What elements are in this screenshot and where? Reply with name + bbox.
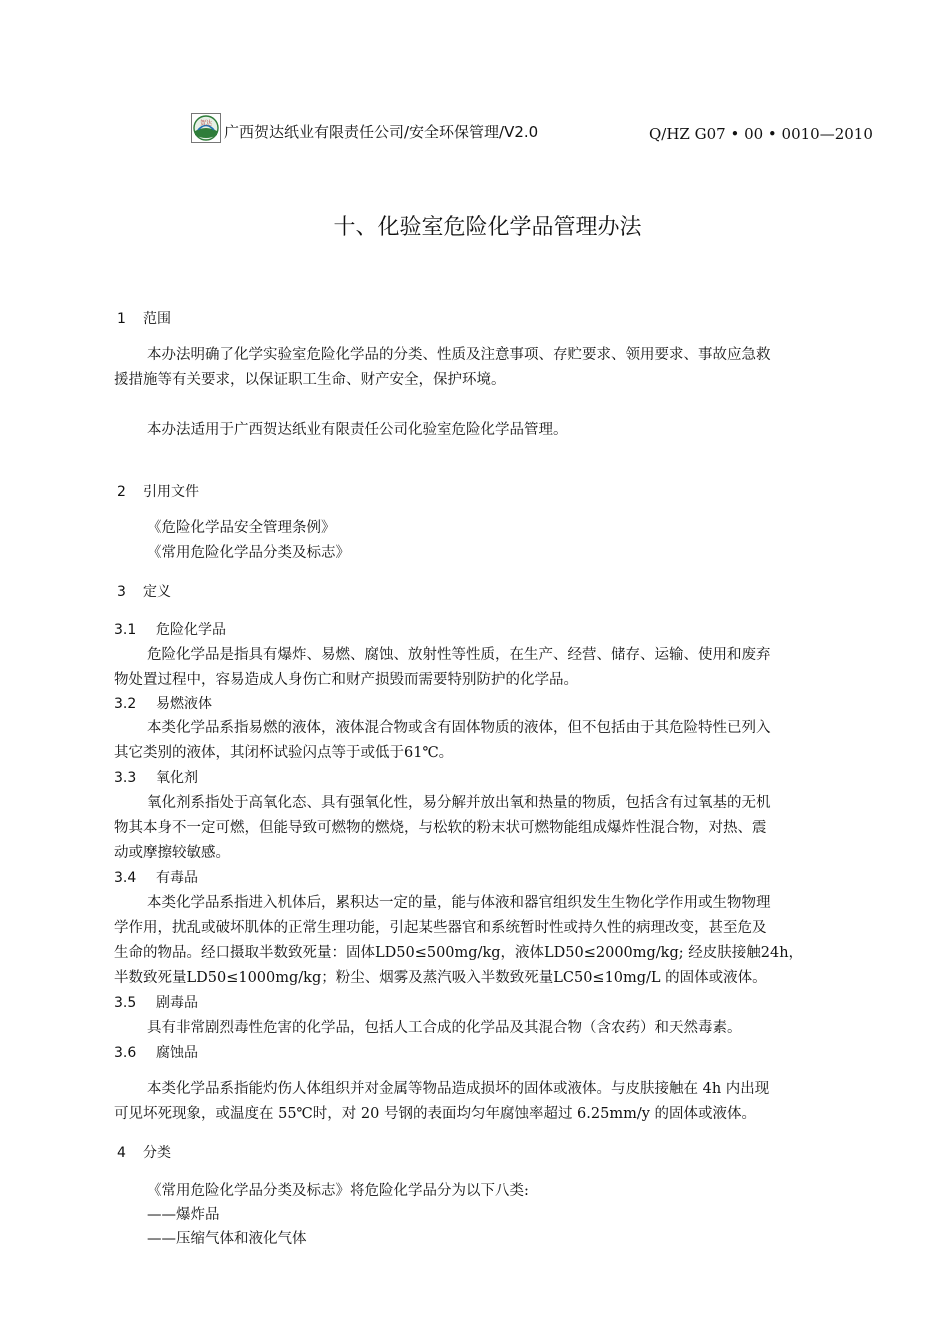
def-3-5-heading: 剧毒品 xyxy=(156,995,198,1011)
def-3-1-heading: 危险化学品 xyxy=(156,622,226,638)
section-4-intro: 《常用危险化学品分类及标志》将危险化学品分为以下八类: xyxy=(147,1183,529,1199)
section-1-number: 1 xyxy=(117,311,126,327)
def-3-3-line-3: 动或摩擦较敏感。 xyxy=(114,845,230,861)
section-4-heading: 分类 xyxy=(143,1145,171,1161)
company-logo xyxy=(191,113,221,143)
def-3-4-line-3: 生命的物品。经口摄取半数致死量：固体LD50≤500mg/kg，液体LD50≤2000mg/kg; 经皮肤接触24h， xyxy=(114,945,804,961)
def-3-4-line-1: 本类化学品系指进入机体后，累积达一定的量，能与体液和器官组织发生生物化学作用或生物物理 xyxy=(147,895,771,911)
section-3-number: 3 xyxy=(117,584,126,600)
def-3-6-heading: 腐蚀品 xyxy=(156,1045,198,1061)
category-item-1: ——爆炸品 xyxy=(147,1207,220,1223)
def-3-6-line-2: 可见坏死现象，或温度在 55℃时，对 20 号钢的表面均匀年腐蚀率超过 6.25mm/y 的固体或液体。 xyxy=(114,1106,757,1122)
def-3-3-heading: 氧化剂 xyxy=(156,770,198,786)
section-1-heading: 范围 xyxy=(143,311,171,327)
def-3-3-line-2: 物其本身不一定可燃，但能导致可燃物的燃烧，与松软的粉末状可燃物能组成爆炸性混合物，对热、震 xyxy=(114,820,767,836)
def-3-1-line-1: 危险化学品是指具有爆炸、易燃、腐蚀、放射性等性质，在生产、经营、储存、运输、使用和废弃 xyxy=(147,647,771,663)
def-3-4-number: 3.4 xyxy=(114,870,137,886)
section-1-para-2: 本办法适用于广西贺达纸业有限责任公司化验室危险化学品管理。 xyxy=(147,422,568,438)
def-3-4-line-4: 半数致死量LD50≤1000mg/kg；粉尘、烟雾及蒸汽吸入半数致死量LC50≤10mg/L 的固体或液体。 xyxy=(114,970,767,986)
category-item-2: ——压缩气体和液化气体 xyxy=(147,1231,307,1247)
def-3-3-number: 3.3 xyxy=(114,770,137,786)
section-4-number: 4 xyxy=(117,1145,126,1161)
def-3-3-line-1: 氧化剂系指处于高氧化态、具有强氧化性，易分解并放出氧和热量的物质，包括含有过氧基的无机 xyxy=(147,795,771,811)
def-3-2-line-1: 本类化学品系指易燃的液体，液体混合物或含有固体物质的液体，但不包括由于其危险特性已列入 xyxy=(147,720,771,736)
section-2-heading: 引用文件 xyxy=(143,484,199,500)
document-number: Q/HZ G07 • 00 • 0010—2010 xyxy=(649,125,873,143)
def-3-4-heading: 有毒品 xyxy=(156,870,198,886)
def-3-1-number: 3.1 xyxy=(114,622,137,638)
company-name: 广西贺达纸业有限责任公司/安全环保管理/V2.0 xyxy=(224,123,539,141)
reference-2: 《常用危险化学品分类及标志》 xyxy=(147,545,350,561)
section-2-number: 2 xyxy=(117,484,126,500)
section-1-para-1-line-2: 援措施等有关要求，以保证职工生命、财产安全，保护环境。 xyxy=(114,372,506,388)
section-1-para-1-line-1: 本办法明确了化学实验室危险化学品的分类、性质及注意事项、存贮要求、领用要求、事故应急救 xyxy=(147,347,771,363)
def-3-1-line-2: 物处置过程中，容易造成人身伤亡和财产损毁而需要特别防护的化学品。 xyxy=(114,672,578,688)
def-3-4-line-2: 学作用，扰乱或破坏肌体的正常生理功能，引起某些器官和系统暂时性或持久性的病理改变，甚至危及 xyxy=(114,920,767,936)
reference-1: 《危险化学品安全管理条例》 xyxy=(147,520,336,536)
def-3-2-heading: 易燃液体 xyxy=(156,696,212,712)
def-3-2-number: 3.2 xyxy=(114,696,137,712)
logo-text: 贺达 xyxy=(199,120,213,127)
def-3-2-line-2: 其它类别的液体，其闭杯试验闪点等于或低于61℃。 xyxy=(114,745,454,761)
page-title: 十、化验室危险化学品管理办法 xyxy=(333,215,642,240)
def-3-5-number: 3.5 xyxy=(114,995,137,1011)
def-3-6-line-1: 本类化学品系指能灼伤人体组织并对金属等物品造成损坏的固体或液体。与皮肤接触在 4h 内出现 xyxy=(147,1081,770,1097)
def-3-5-line-1: 具有非常剧烈毒性危害的化学品，包括人工合成的化学品及其混合物（含农药）和天然毒素。 xyxy=(147,1020,742,1036)
section-3-heading: 定义 xyxy=(143,584,171,600)
def-3-6-number: 3.6 xyxy=(114,1045,137,1061)
